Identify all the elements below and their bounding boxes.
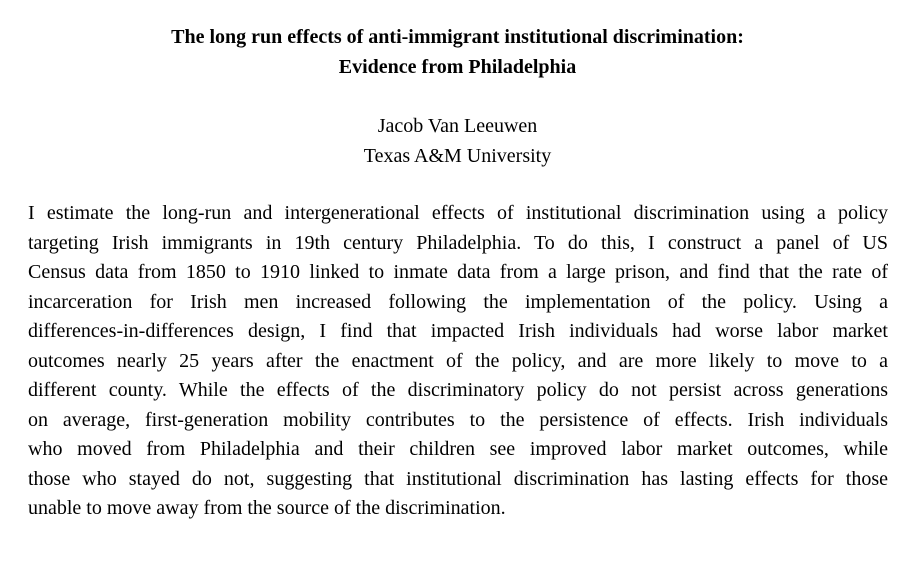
title-line-2: Evidence from Philadelphia bbox=[338, 56, 577, 78]
abstract-line: those who stayed do not, suggesting that institutional discrimination has lasting effects for those bbox=[28, 467, 888, 490]
abstract-line: outcomes nearly 25 years after the enactment of the policy, and are more likely to move to a bbox=[28, 349, 888, 372]
title-line-1: The long run effects of anti-immigrant institutional discrimination: bbox=[171, 26, 744, 48]
abstract-line: Census data from 1850 to 1910 linked to inmate data from a large prison, and find that the rate of bbox=[28, 261, 888, 283]
abstract bbox=[28, 199, 888, 524]
abstract-line: unable to move away from the source of the discrimination. bbox=[28, 497, 506, 519]
abstract-line: targeting Irish immigrants in 19th century Philadelphia. To do this, I construct a panel of US bbox=[28, 231, 888, 254]
author-affiliation: Texas A&M University bbox=[363, 145, 552, 167]
abstract-line: who moved from Philadelphia and their children see improved labor market outcomes, while bbox=[28, 438, 888, 460]
abstract-line: different county. While the effects of the discriminatory policy do not persist across generations bbox=[28, 379, 888, 401]
author-block bbox=[0, 111, 915, 171]
abstract-line: on average, first-generation mobility contributes to the persistence of effects. Irish individuals bbox=[28, 408, 888, 431]
author-name: Jacob Van Leeuwen bbox=[377, 115, 538, 137]
abstract-line: I estimate the long-run and intergenerational effects of institutional discrimination using a policy bbox=[28, 202, 888, 224]
abstract-line: incarceration for Irish men increased following the implementation of the policy. Using a bbox=[28, 290, 888, 313]
abstract-line: differences-in-differences design, I find that impacted Irish individuals had worse labor market bbox=[28, 320, 888, 342]
paper-title bbox=[0, 22, 915, 82]
